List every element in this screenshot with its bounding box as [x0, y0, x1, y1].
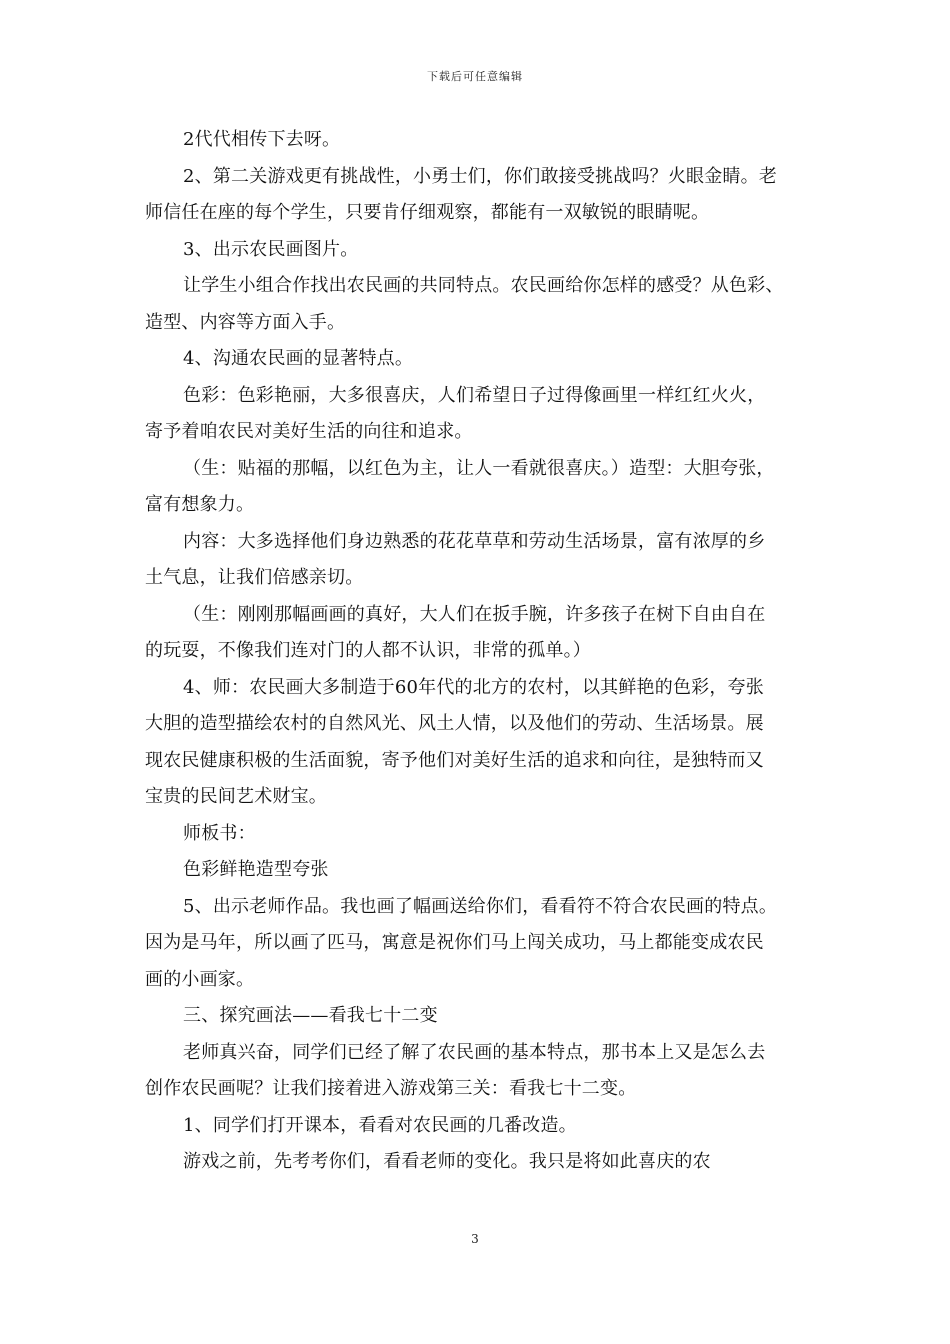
- paragraph-line: 让学生小组合作找出农民画的共同特点。农民画给你怎样的感受？从色彩、: [183, 275, 784, 296]
- paragraph-line: 画的小画家。: [145, 968, 255, 990]
- paragraph-line: （生：贴福的那幅，以红色为主，让人一看就很喜庆。）造型：大胆夸张，: [183, 457, 775, 479]
- page-number: 3: [471, 1232, 479, 1246]
- document-body: [145, 122, 810, 1181]
- paragraph-line: 5、出示老师作品。我也画了幅画送给你们，看看符不符合农民画的特点。: [183, 895, 778, 917]
- paragraph-line: 造型、内容等方面入手。: [145, 311, 346, 333]
- paragraph-line: 老师真兴奋，同学们已经了解了农民画的基本特点，那书本上又是怎么去: [183, 1041, 766, 1063]
- paragraph-line: 3、出示农民画图片。: [183, 238, 359, 260]
- paragraph-line: 内容：大多选择他们身边熟悉的花花草草和劳动生活场景，富有浓厚的乡: [183, 530, 766, 552]
- paragraph-line: 土气息，让我们倍感亲切。: [145, 567, 364, 588]
- section-heading: 三、探究画法——看我七十二变: [183, 1005, 438, 1026]
- paragraph-line: 现农民健康积极的生活面貌，寄予他们对美好生活的追求和向往，是独特而又: [145, 749, 764, 771]
- paragraph-line: 寄予着咱农民对美好生活的向往和追求。: [145, 421, 473, 442]
- paragraph-line: 2、第二关游戏更有挑战性，小勇士们，你们敢接受挑战吗？火眼金睛。老: [183, 165, 778, 187]
- paragraph-line: 因为是马年，所以画了匹马，寓意是祝你们马上闯关成功，马上都能变成农民: [145, 932, 764, 953]
- paragraph-line: 大胆的造型描绘农村的自然风光、风土人情，以及他们的劳动、生活场景。展: [145, 713, 764, 734]
- paragraph-line: 色彩鲜艳造型夸张: [183, 859, 329, 880]
- page-header: 下载后可任意编辑: [427, 70, 523, 83]
- paragraph-line: 4、沟通农民画的显著特点。: [183, 348, 414, 369]
- paragraph-line: 师板书：: [183, 822, 256, 844]
- paragraph-line: 游戏之前，先考考你们，看看老师的变化。我只是将如此喜庆的农: [183, 1151, 711, 1172]
- paragraph-line: 富有想象力。: [145, 494, 255, 515]
- paragraph-line: 1、同学们打开课本，看看对农民画的几番改造。: [183, 1114, 577, 1136]
- paragraph-line: 宝贵的民间艺术财宝。: [145, 786, 327, 807]
- paragraph-line: 色彩：色彩艳丽，大多很喜庆，人们希望日子过得像画里一样红红火火，: [183, 384, 766, 406]
- paragraph-line: 的玩耍，不像我们连对门的人都不认识，非常的孤单。）: [145, 640, 591, 661]
- paragraph-line: 创作农民画呢？让我们接着进入游戏第三关：看我七十二变。: [145, 1078, 637, 1099]
- paragraph-line: 4、师：农民画大多制造于60年代的北方的农村，以其鲜艳的色彩，夸张: [183, 676, 764, 698]
- paragraph-line: （生：刚刚那幅画画的真好，大人们在扳手腕，许多孩子在树下自由自在: [183, 603, 766, 625]
- paragraph-line: 2代代相传下去呀。: [183, 129, 341, 150]
- paragraph-line: 师信任在座的每个学生，只要肯仔细观察，都能有一双敏锐的眼睛呢。: [145, 202, 710, 223]
